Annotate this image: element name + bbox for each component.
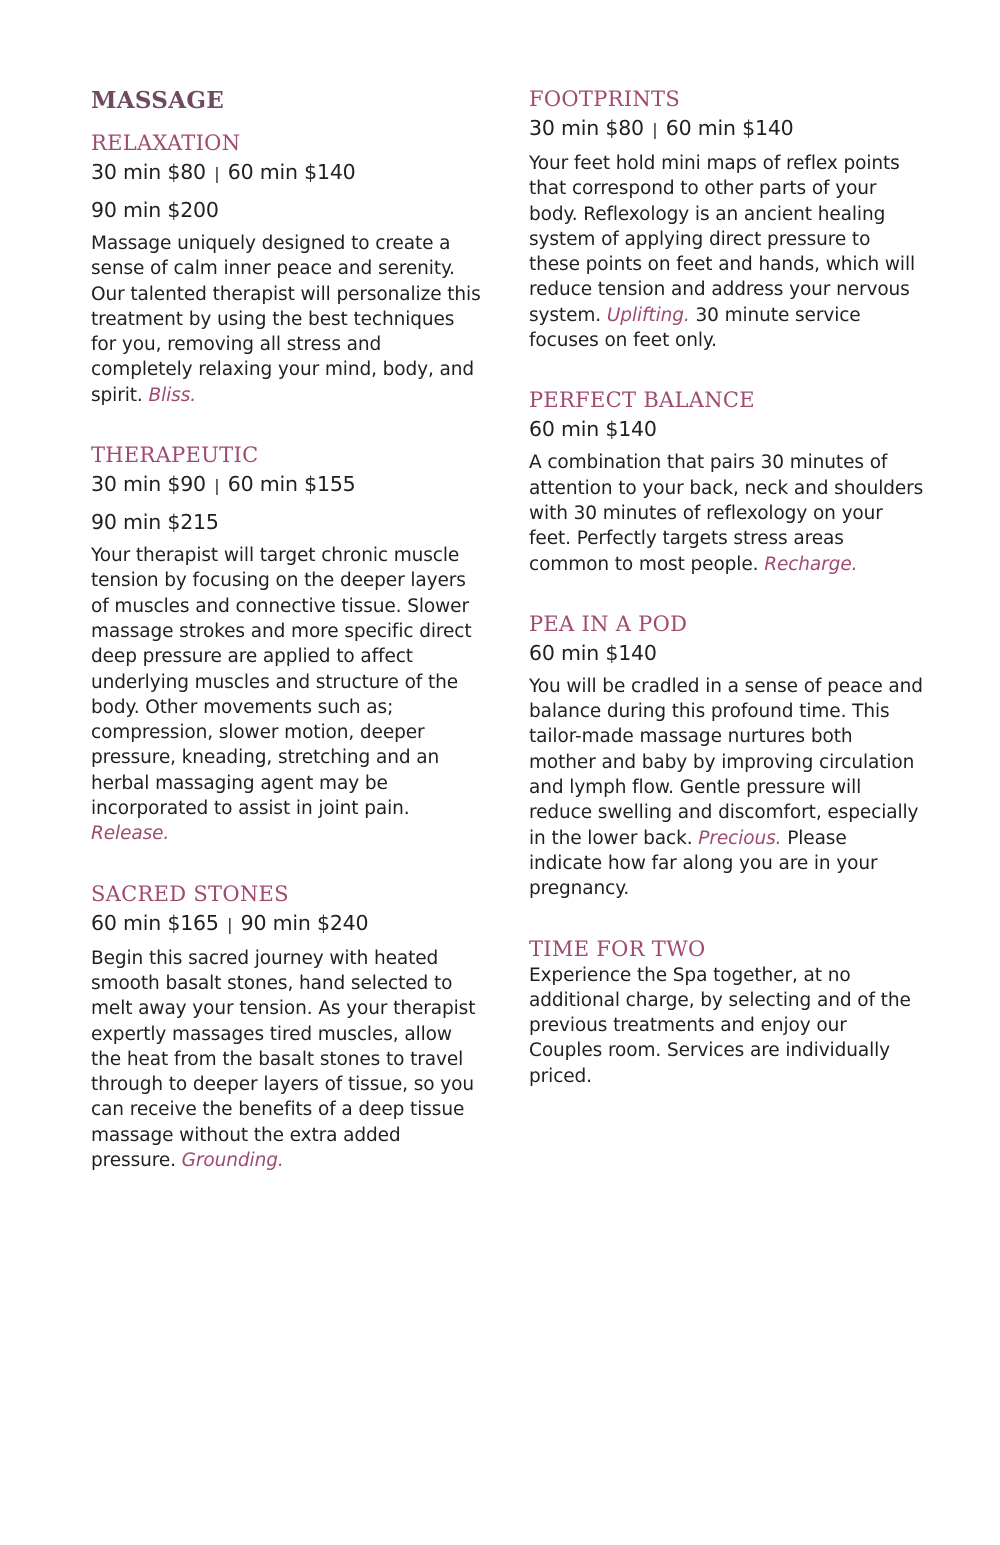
description-text: Massage uniquely designed to create a sense of calm inner peace and serenity. Our talented therapist will personalize this treatment by using the best techniques for you, removing all stress and completely relaxing your mind, body, and spirit.: [91, 233, 481, 406]
price-separator: |: [214, 164, 220, 183]
service-description: [91, 231, 481, 408]
price-separator: |: [652, 120, 658, 139]
service-price: 90 min $240: [240, 910, 369, 935]
service-price: 60 min $140: [665, 116, 794, 140]
service-price-line: [91, 157, 481, 189]
service-name: TIME FOR TWO: [529, 936, 706, 961]
service-price-line: [91, 507, 481, 537]
service-price-line: [91, 469, 481, 501]
service-description: [529, 151, 924, 353]
description-note: 30 minute service focuses on feet only.: [529, 304, 861, 352]
service-price: 60 min $140: [227, 160, 356, 184]
service-time-for-two: [529, 936, 924, 1089]
mood-accent: Bliss.: [148, 384, 197, 406]
service-price: 30 min $80: [91, 160, 206, 184]
page-title: MASSAGE: [91, 87, 225, 114]
service-price: 30 min $90: [91, 472, 206, 497]
service-name: RELAXATION: [91, 131, 241, 155]
description-text: You will be cradled in a sense of peace and balance during this profound time. This tailor-made massage nurtures both mother and baby by improving circulation and lymph flow. Gentle pressure will reduce swelling and discomfort, especially in the lower back.: [529, 675, 923, 849]
description-text: Begin this sacred journey with heated smooth basalt stones, hand selected to melt away your tension. As your therapist expertly massages tired muscles, allow the heat from the basalt stones to travel through to deeper layers of tissue, so you can receive the benefits of a deep tissue massage without the extra added pressure.: [91, 947, 476, 1172]
service-price: 90 min $215: [91, 510, 219, 535]
mood-accent: Recharge.: [764, 553, 858, 575]
service-price: 90 min $200: [91, 198, 219, 222]
service-name: SACRED STONES: [91, 881, 289, 906]
service-price-line: [91, 195, 481, 225]
service-name: THERAPEUTIC: [91, 443, 259, 468]
service-price: 30 min $80: [529, 116, 644, 140]
service-list-right: [529, 86, 924, 1089]
service-name: PERFECT BALANCE: [529, 388, 755, 413]
service-price-line: [529, 113, 924, 145]
service-price: 60 min $140: [529, 640, 657, 665]
service-price-line: [529, 638, 924, 668]
description-text: Your therapist will target chronic muscle tension by focusing on the deeper layers of muscles and connective tissue. Slower massage strokes and more specific direct deep pressure are applied to affect underlying muscles and structure of the body. Other movements such as; compression, slower motion, deeper pressure, kneading, stretching and an herbal massaging agent may be incorporated to assist in joint pain.: [91, 545, 472, 820]
description-text: A combination that pairs 30 minutes of attention to your back, neck and shoulders with 30 minutes of reflexology on your feet. Perfectly targets stress areas common to most people.: [529, 452, 924, 575]
service-footprints: [529, 86, 924, 353]
mood-accent: Release.: [91, 823, 170, 845]
mood-accent: Uplifting.: [606, 304, 690, 326]
service-price-line: [529, 414, 924, 444]
mood-accent: Precious.: [698, 827, 782, 849]
service-description: [529, 674, 924, 902]
service-description: [91, 543, 481, 847]
right-column: [529, 86, 924, 1123]
service-price: 60 min $140: [529, 417, 657, 442]
description-text: Experience the Spa together, at no additional charge, by selecting and of the previous treatments and enjoy our Couples room. Services are individually priced.: [529, 964, 911, 1087]
description-text: Your feet hold mini maps of reflex points that correspond to other parts of your body. Reflexology is an ancient healing system of applying direct pressure to these points on feet and hands, which will reduce tension and address your nervous system.: [529, 153, 916, 326]
service-perfect-balance: [529, 387, 924, 576]
description-note: Please indicate how far along you are in your pregnancy.: [529, 827, 878, 900]
service-price: 60 min $155: [227, 472, 356, 497]
service-description: [529, 963, 924, 1089]
left-column: [91, 86, 481, 1207]
service-price-line: [91, 908, 481, 940]
service-relaxation: [91, 130, 481, 408]
service-sacred-stones: [91, 881, 481, 1174]
service-price: 60 min $165: [91, 910, 219, 935]
service-description: [529, 450, 924, 576]
service-description: [91, 946, 481, 1174]
service-name: PEA IN A POD: [529, 611, 688, 636]
mood-accent: Grounding.: [181, 1150, 284, 1172]
service-pea-in-a-pod: [529, 611, 924, 902]
service-name: FOOTPRINTS: [529, 87, 681, 111]
service-list-left: [91, 130, 481, 1173]
service-therapeutic: [91, 442, 481, 847]
price-separator: |: [227, 914, 233, 934]
price-separator: |: [214, 476, 220, 496]
